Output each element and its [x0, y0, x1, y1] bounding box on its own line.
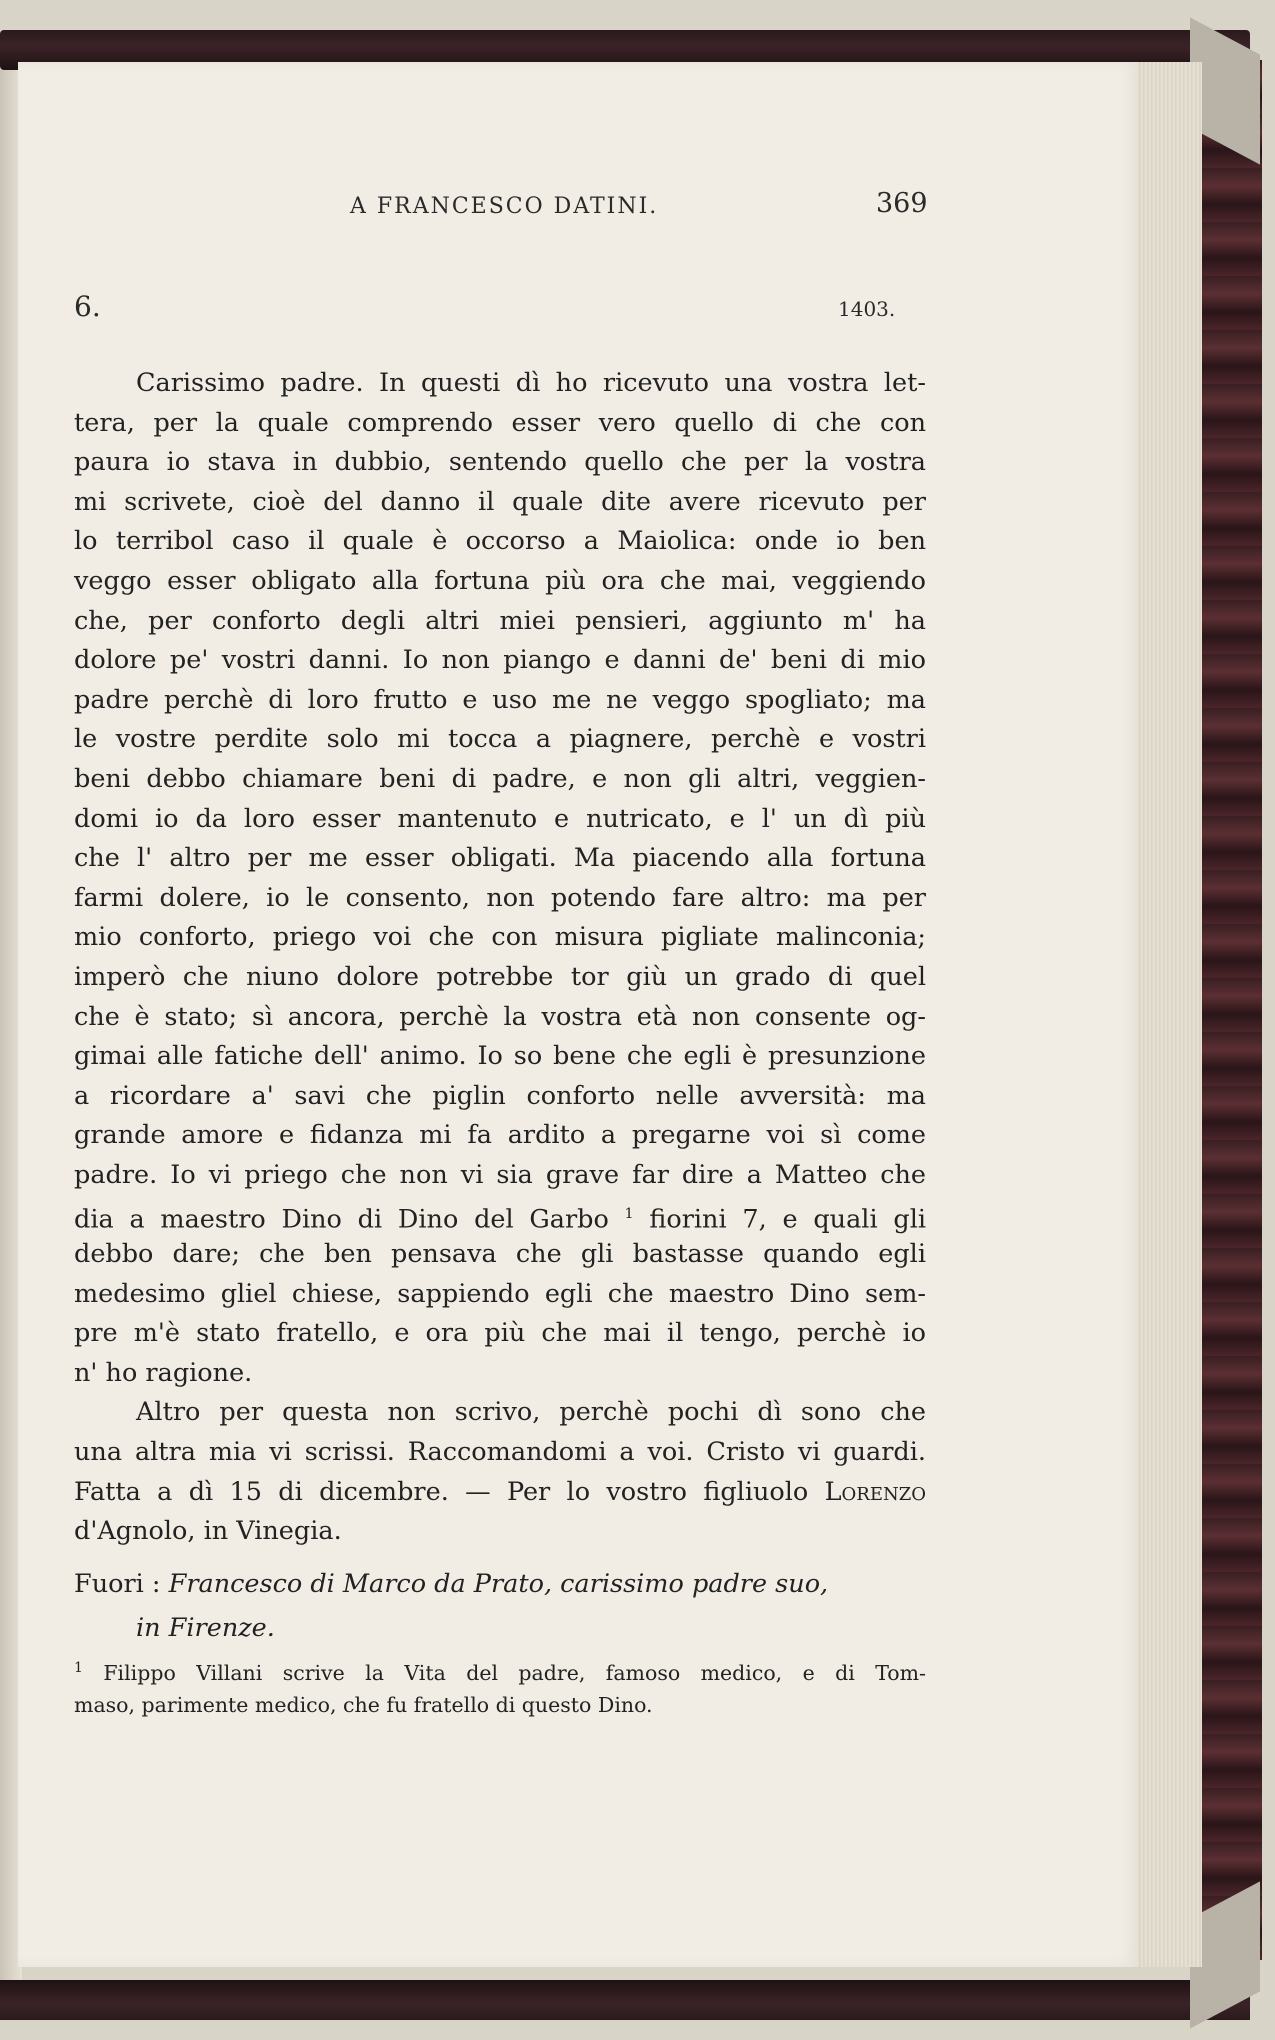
text-line: mi scrivete, cioè del danno il quale dite avere ricevuto per — [74, 486, 926, 517]
footnote-line: maso, parimente medico, che fu fratello di questo Dino. — [74, 1692, 653, 1717]
text-line: domi io da loro esser mantenuto e nutricato, e l' un dì più — [74, 803, 926, 834]
text-line: farmi dolere, io le consento, non potendo fare altro: ma per — [74, 882, 926, 913]
footnote-text: Filippo Villani scrive la Vita del padre, famoso medico, e di Tom- — [103, 1660, 926, 1685]
footnote-line — [74, 1652, 926, 1689]
signature-name: Lorenzo — [824, 1476, 926, 1507]
text-line: una altra mia vi scrissi. Raccomandomi a voi. Cristo vi guardi. — [74, 1437, 926, 1468]
text-line: che, per conforto degli altri miei pensieri, aggiunto m' ha — [74, 605, 926, 636]
text-line: a ricordare a' savi che piglin conforto nelle avversità: ma — [74, 1080, 926, 1111]
footnote — [74, 1652, 926, 1721]
page-number: 369 — [876, 188, 928, 219]
text-line: lo terribol caso il quale è occorso a Maiolica: onde io ben — [74, 526, 926, 557]
text-line: che è stato; sì ancora, perchè la vostra età non consente og- — [74, 1001, 926, 1032]
letter-year: 1403. — [838, 297, 896, 321]
text-line: veggo esser obligato alla fortuna più ora che mai, veggiendo — [74, 565, 926, 596]
text-segment: dia a maestro Dino di Dino del Garbo — [74, 1204, 609, 1235]
text-line: debbo dare; che ben pensava che gli bastasse quando egli — [74, 1239, 926, 1270]
text-line: che l' altro per me esser obligati. Ma piacendo alla fortuna — [74, 843, 926, 874]
text-line: n' ho ragione. — [74, 1357, 253, 1388]
letter-body — [74, 364, 926, 1552]
text-line: mio conforto, priego voi che con misura pigliate malinconia; — [74, 922, 926, 953]
page-stack-edge — [1130, 62, 1202, 1967]
text-line: d'Agnolo, in Vinegia. — [74, 1516, 342, 1547]
running-title: A FRANCESCO DATINI. — [350, 194, 659, 219]
letter-address — [74, 1562, 934, 1650]
book-binding-bottom — [0, 1980, 1250, 2020]
address-line-city: in Firenze. — [136, 1613, 275, 1643]
footnote-marker: 1 — [624, 1206, 634, 1223]
address-text: Francesco di Marco da Prato, carissimo padre suo, — [168, 1569, 829, 1599]
text-line: beni debbo chiamare beni di padre, e non gli altri, veggien- — [74, 763, 926, 794]
text-line: padre. Io vi priego che non vi sia grave far dire a Matteo che — [74, 1159, 926, 1190]
text-line: grande amore e fidanza mi fa ardito a pregarne voi sì come — [74, 1120, 926, 1151]
letter-number: 6. — [74, 290, 101, 323]
address-line — [74, 1562, 934, 1606]
text-line: medesimo gliel chiese, sappiendo egli che maestro Dino sem- — [74, 1278, 926, 1309]
text-line: padre perchè di loro frutto e uso me ne veggo spogliato; ma — [74, 684, 926, 715]
text-line-with-signature — [74, 1473, 926, 1513]
book-binding-right — [1200, 60, 1262, 1960]
text-line: pre m'è stato fratello, e ora più che mai il tengo, perchè io — [74, 1318, 926, 1349]
text-line: imperò che niuno dolore potrebbe tor giù un grado di quel — [74, 961, 926, 992]
text-line: tera, per la quale comprendo esser vero quello di che con — [74, 407, 926, 438]
text-line: paura io stava in dubbio, sentendo quello che per la vostra — [74, 447, 926, 478]
text-line-with-footnote — [74, 1195, 926, 1235]
text-line: Carissimo padre. In questi dì ho ricevuto una vostra let- — [136, 368, 926, 398]
text-line: le vostre perdite solo mi tocca a piagnere, perchè e vostri — [74, 724, 926, 755]
address-label: Fuori : — [74, 1569, 161, 1599]
text-line: gimai alle fatiche dell' animo. Io so bene che egli è presunzione — [74, 1041, 926, 1072]
text-segment: fiorini 7, e quali gli — [649, 1204, 927, 1235]
text-line: Altro per questa non scrivo, perchè pochi dì sono che — [136, 1397, 926, 1428]
text-line: dolore pe' vostri danni. Io non piango e danni de' beni di mio — [74, 645, 926, 676]
text-segment: Fatta a dì 15 di dicembre. — Per lo vostro figliuolo — [74, 1476, 809, 1507]
footnote-number: 1 — [74, 1660, 83, 1676]
